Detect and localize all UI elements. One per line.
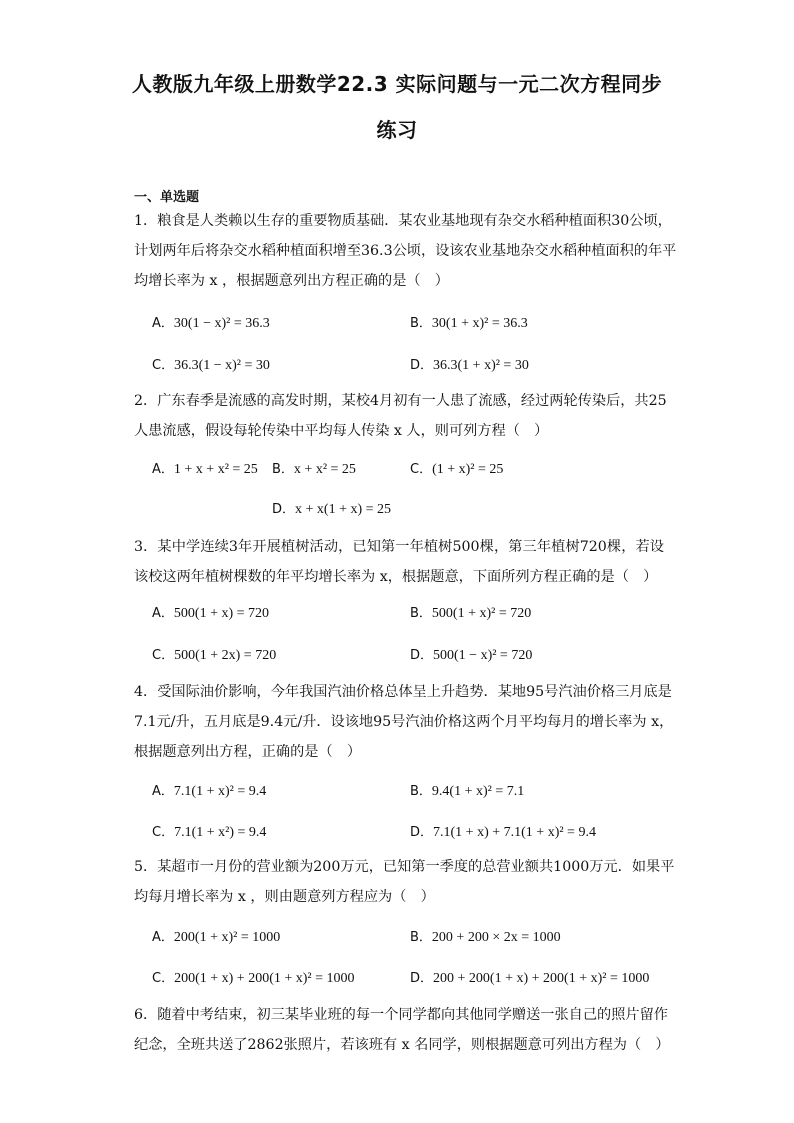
option-equation: 200 + 200 × 2x = 1000 (431, 930, 561, 945)
option-b[interactable] (410, 926, 561, 946)
option-c[interactable] (152, 644, 276, 664)
option-d[interactable] (410, 354, 529, 374)
option-equation: 36.3(1 + x)² = 30 (433, 358, 529, 373)
option-label: B． (410, 784, 432, 799)
option-d[interactable] (410, 644, 532, 664)
option-a[interactable] (152, 780, 266, 800)
option-label: C． (152, 971, 175, 986)
option-b[interactable] (410, 780, 524, 800)
option-label: D． (410, 971, 434, 986)
option-label: B． (410, 606, 432, 621)
option-label: A． (152, 606, 174, 621)
option-label: A． (152, 316, 174, 331)
option-b[interactable] (410, 602, 531, 622)
option-label: D． (410, 825, 434, 840)
question-text-line: 根据题意列出方程，正确的是（ ） (134, 744, 362, 760)
option-equation: 500(1 − x)² = 720 (433, 648, 533, 663)
option-c[interactable] (152, 354, 270, 374)
option-equation: 1 + x + x² = 25 (173, 462, 258, 477)
option-equation: 7.1(1 + x)² = 9.4 (173, 784, 267, 799)
option-label: B． (272, 462, 294, 477)
option-c[interactable] (410, 458, 503, 478)
option-equation: (1 + x)² = 25 (432, 462, 504, 477)
option-label: A． (152, 930, 174, 945)
option-label: B． (410, 316, 432, 331)
option-equation: 7.1(1 + x) + 7.1(1 + x)² = 9.4 (433, 825, 596, 840)
option-label: C． (152, 825, 175, 840)
option-equation: 7.1(1 + x²) = 9.4 (174, 825, 267, 840)
option-equation: 30(1 + x)² = 36.3 (431, 316, 528, 331)
option-d[interactable] (410, 821, 596, 841)
question-text-line: 均增长率为 x ，根据题意列出方程正确的是（ ） (134, 273, 449, 289)
question-text-line: 人患流感，假设每轮传染中平均每人传染 x 人，则可列方程（ ） (134, 423, 549, 439)
option-c[interactable] (152, 821, 266, 841)
option-c[interactable] (152, 967, 355, 987)
question-text-line: 1．粮食是人类赖以生存的重要物质基础．某农业基地现有杂交水稻种植面积30公顷， (134, 213, 672, 229)
option-equation: x + x(1 + x) = 25 (295, 502, 392, 517)
option-label: C． (152, 358, 175, 373)
question-text-line: 均每月增长率为 x ，则由题意列方程应为（ ） (134, 889, 435, 905)
option-equation: 200(1 + x) + 200(1 + x)² = 1000 (174, 971, 355, 986)
option-equation: 500(1 + x) = 720 (173, 606, 270, 621)
question-text-line: 3．某中学连续3年开展植树活动，已知第一年植树500棵，第三年植树720棵，若设 (134, 539, 664, 555)
option-label: B． (410, 930, 432, 945)
question-text-line: 5．某超市一月份的营业额为200万元，已知第一季度的总营业额共1000万元．如果平 (134, 859, 675, 875)
question-text-line: 2．广东春季是流感的高发时期，某校4月初有一人患了流感，经过两轮传染后，共25 (134, 393, 667, 409)
question-text-line: 纪念，全班共送了2862张照片，若该班有 x 名同学，则根据题意可列出方程为（ ） (134, 1037, 670, 1053)
question-text-line: 7.1元/升，五月底是9.4元/升．设该地95号汽油价格这两个月平均每月的增长率为 x， (134, 714, 674, 730)
option-label: C． (410, 462, 433, 477)
question-text-line: 计划两年后将杂交水稻种植面积增至36.3公顷，设该农业基地杂交水稻种植面积的年平 (134, 243, 677, 259)
question-text-line: 6．随着中考结束，初三某毕业班的每一个同学都向其他同学赠送一张自己的照片留作 (134, 1007, 668, 1023)
question-text-line: 该校这两年植树棵数的年平均增长率为 x，根据题意，下面所列方程正确的是（ ） (134, 569, 658, 585)
option-b[interactable] (410, 312, 528, 332)
option-label: C． (152, 648, 175, 663)
question-text-line: 4．受国际油价影响，今年我国汽油价格总体呈上升趋势．某地95号汽油价格三月底是 (134, 684, 672, 700)
option-equation: 9.4(1 + x)² = 7.1 (431, 784, 525, 799)
option-b[interactable] (272, 458, 356, 478)
document-title-line-2: 练习 (376, 118, 418, 142)
document-title-line-1: 人教版九年级上册数学22.3 实际问题与一元二次方程同步 (131, 72, 663, 96)
option-a[interactable] (152, 926, 280, 946)
option-d[interactable] (272, 498, 391, 518)
option-equation: x + x² = 25 (293, 462, 356, 477)
option-equation: 500(1 + x)² = 720 (431, 606, 532, 621)
option-label: D． (410, 648, 434, 663)
option-label: A． (152, 462, 174, 477)
option-equation: 30(1 − x)² = 36.3 (173, 316, 270, 331)
option-equation: 36.3(1 − x)² = 30 (174, 358, 270, 373)
option-label: D． (272, 502, 296, 517)
option-a[interactable] (152, 602, 269, 622)
option-label: D． (410, 358, 434, 373)
option-equation: 500(1 + 2x) = 720 (174, 648, 277, 663)
option-equation: 200(1 + x)² = 1000 (173, 930, 281, 945)
section-heading: 一、单选题 (134, 190, 200, 205)
option-a[interactable] (152, 312, 270, 332)
option-label: A． (152, 784, 174, 799)
option-a[interactable] (152, 458, 258, 478)
option-d[interactable] (410, 967, 649, 987)
option-equation: 200 + 200(1 + x) + 200(1 + x)² = 1000 (433, 971, 650, 986)
